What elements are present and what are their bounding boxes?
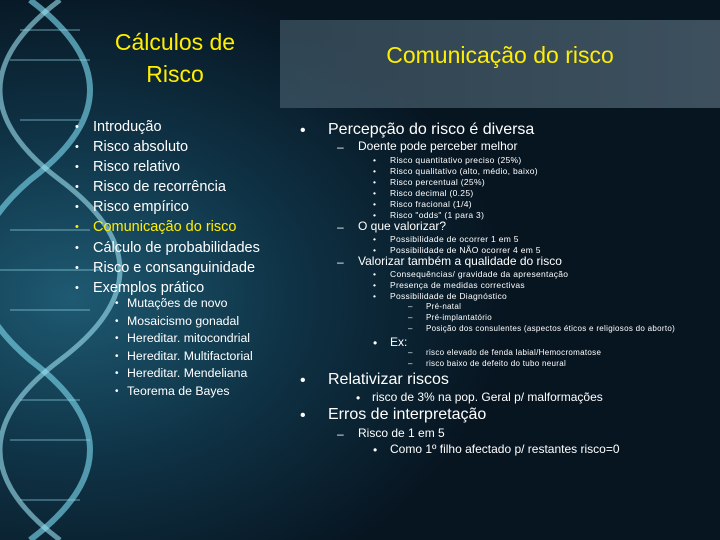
dash-marker: – — [337, 427, 344, 441]
bullet-marker: • — [373, 443, 378, 457]
item-medidas: Presença de medidas correctivas — [390, 280, 525, 290]
title-left-line-1: Cálculos de — [114, 29, 236, 55]
bullet-marker: • — [356, 391, 361, 405]
menu-item-exemplos[interactable]: • Exemplos prático — [75, 278, 260, 298]
bullet-marker: • — [300, 372, 306, 389]
item-risco-3: risco de 3% na pop. Geral p/ malformações — [372, 390, 603, 404]
slide-title-left — [70, 26, 280, 90]
example-risco-elevado: risco elevado de fenda labial/Hemocromatose — [426, 348, 602, 357]
bullet-marker: • — [373, 155, 377, 165]
bullet-marker: • — [373, 210, 377, 220]
bullet-marker: • — [373, 188, 377, 198]
submenu-item-multifactorial[interactable]: • Hereditar. Multifactorial — [115, 348, 253, 366]
menu-item-consanguinidade[interactable]: • Risco e consanguinidade — [75, 258, 260, 278]
point-erros: Erros de interpretação — [328, 406, 487, 423]
dash-marker: – — [337, 140, 344, 154]
item-nao-ocorrer: Possibilidade de NÃO ocorrer 4 em 5 — [390, 245, 541, 255]
bullet-marker: • — [373, 336, 378, 350]
item-risco-odds: Risco "odds" (1 para 3) — [390, 210, 485, 220]
menu-item-calculo-probabilidades[interactable]: • Cálculo de probabilidades — [75, 238, 260, 258]
sub-risco-1-em-5: Risco de 1 em 5 — [358, 426, 445, 440]
bullet-marker: • — [300, 407, 306, 424]
diag-posicao: Posição dos consulentes (aspectos éticos e religiosos do aborto) — [426, 324, 676, 333]
submenu-item-mendeliana[interactable]: • Hereditar. Mendeliana — [115, 365, 253, 383]
example-risco-baixo: risco baixo de defeito do tubo neural — [426, 359, 567, 368]
topic-submenu — [115, 295, 253, 400]
point-relativizar: Relativizar riscos — [328, 371, 449, 388]
bullet-marker: • — [300, 122, 306, 139]
item-diagnostico: Possibilidade de Diagnóstico — [390, 291, 508, 301]
submenu-item-bayes[interactable]: • Teorema de Bayes — [115, 383, 253, 401]
bullet-marker: • — [373, 269, 377, 279]
title-left-line-2: Risco — [146, 61, 204, 87]
menu-item-risco-absoluto[interactable]: • Risco absoluto — [75, 137, 260, 157]
dash-marker: – — [337, 255, 344, 269]
menu-item-introducao[interactable]: • Introdução — [75, 117, 260, 137]
bullet-marker: • — [373, 166, 377, 176]
sub-doente: Doente pode perceber melhor — [358, 139, 518, 153]
menu-item-risco-relativo[interactable]: • Risco relativo — [75, 157, 260, 177]
menu-item-comunicacao-risco[interactable]: • Comunicação do risco — [75, 217, 260, 237]
slide-title-right: Comunicação do risco — [386, 42, 614, 68]
item-primeiro-filho: Como 1º filho afectado p/ restantes risco=0 — [390, 442, 620, 456]
dash-marker: – — [337, 220, 344, 234]
bullet-marker: • — [373, 280, 377, 290]
dash-marker: – — [408, 313, 413, 322]
item-risco-quantitativo: Risco quantitativo preciso (25%) — [390, 155, 522, 165]
dash-marker: – — [408, 348, 413, 357]
point-percepcao: Percepção do risco é diversa — [328, 121, 535, 138]
item-risco-fracional: Risco fracional (1/4) — [390, 199, 472, 209]
submenu-item-mutacoes[interactable]: • Mutações de novo — [115, 295, 253, 313]
bullet-marker: • — [373, 245, 377, 255]
example-label: Ex: — [390, 335, 408, 349]
dash-marker: – — [408, 324, 413, 333]
item-consequencias: Consequências/ gravidade da apresentação — [390, 269, 569, 279]
menu-item-risco-recorrencia[interactable]: • Risco de recorrência — [75, 177, 260, 197]
bullet-marker: • — [373, 234, 377, 244]
sub-qualidade: Valorizar também a qualidade do risco — [358, 254, 562, 268]
dash-marker: – — [408, 302, 413, 311]
topic-menu — [75, 117, 260, 298]
item-risco-percentual: Risco percentual (25%) — [390, 177, 485, 187]
submenu-item-mitocondrial[interactable]: • Hereditar. mitocondrial — [115, 330, 253, 348]
sub-valorizar: O que valorizar? — [358, 219, 447, 233]
bullet-marker: • — [373, 177, 377, 187]
bullet-marker: • — [373, 199, 377, 209]
submenu-item-mosaicismo[interactable]: • Mosaicismo gonadal — [115, 313, 253, 331]
diag-pre-implantatorio: Pré-implantatório — [426, 313, 493, 322]
bullet-marker: • — [373, 291, 377, 301]
menu-item-risco-empirico[interactable]: • Risco empírico — [75, 197, 260, 217]
item-ocorrer: Possibilidade de ocorrer 1 em 5 — [390, 234, 519, 244]
item-risco-decimal: Risco decimal (0.25) — [390, 188, 474, 198]
dash-marker: – — [408, 359, 413, 368]
diag-pre-natal: Pré-natal — [426, 302, 462, 311]
item-risco-qualitativo: Risco qualitativo (alto, médio, baixo) — [390, 166, 538, 176]
